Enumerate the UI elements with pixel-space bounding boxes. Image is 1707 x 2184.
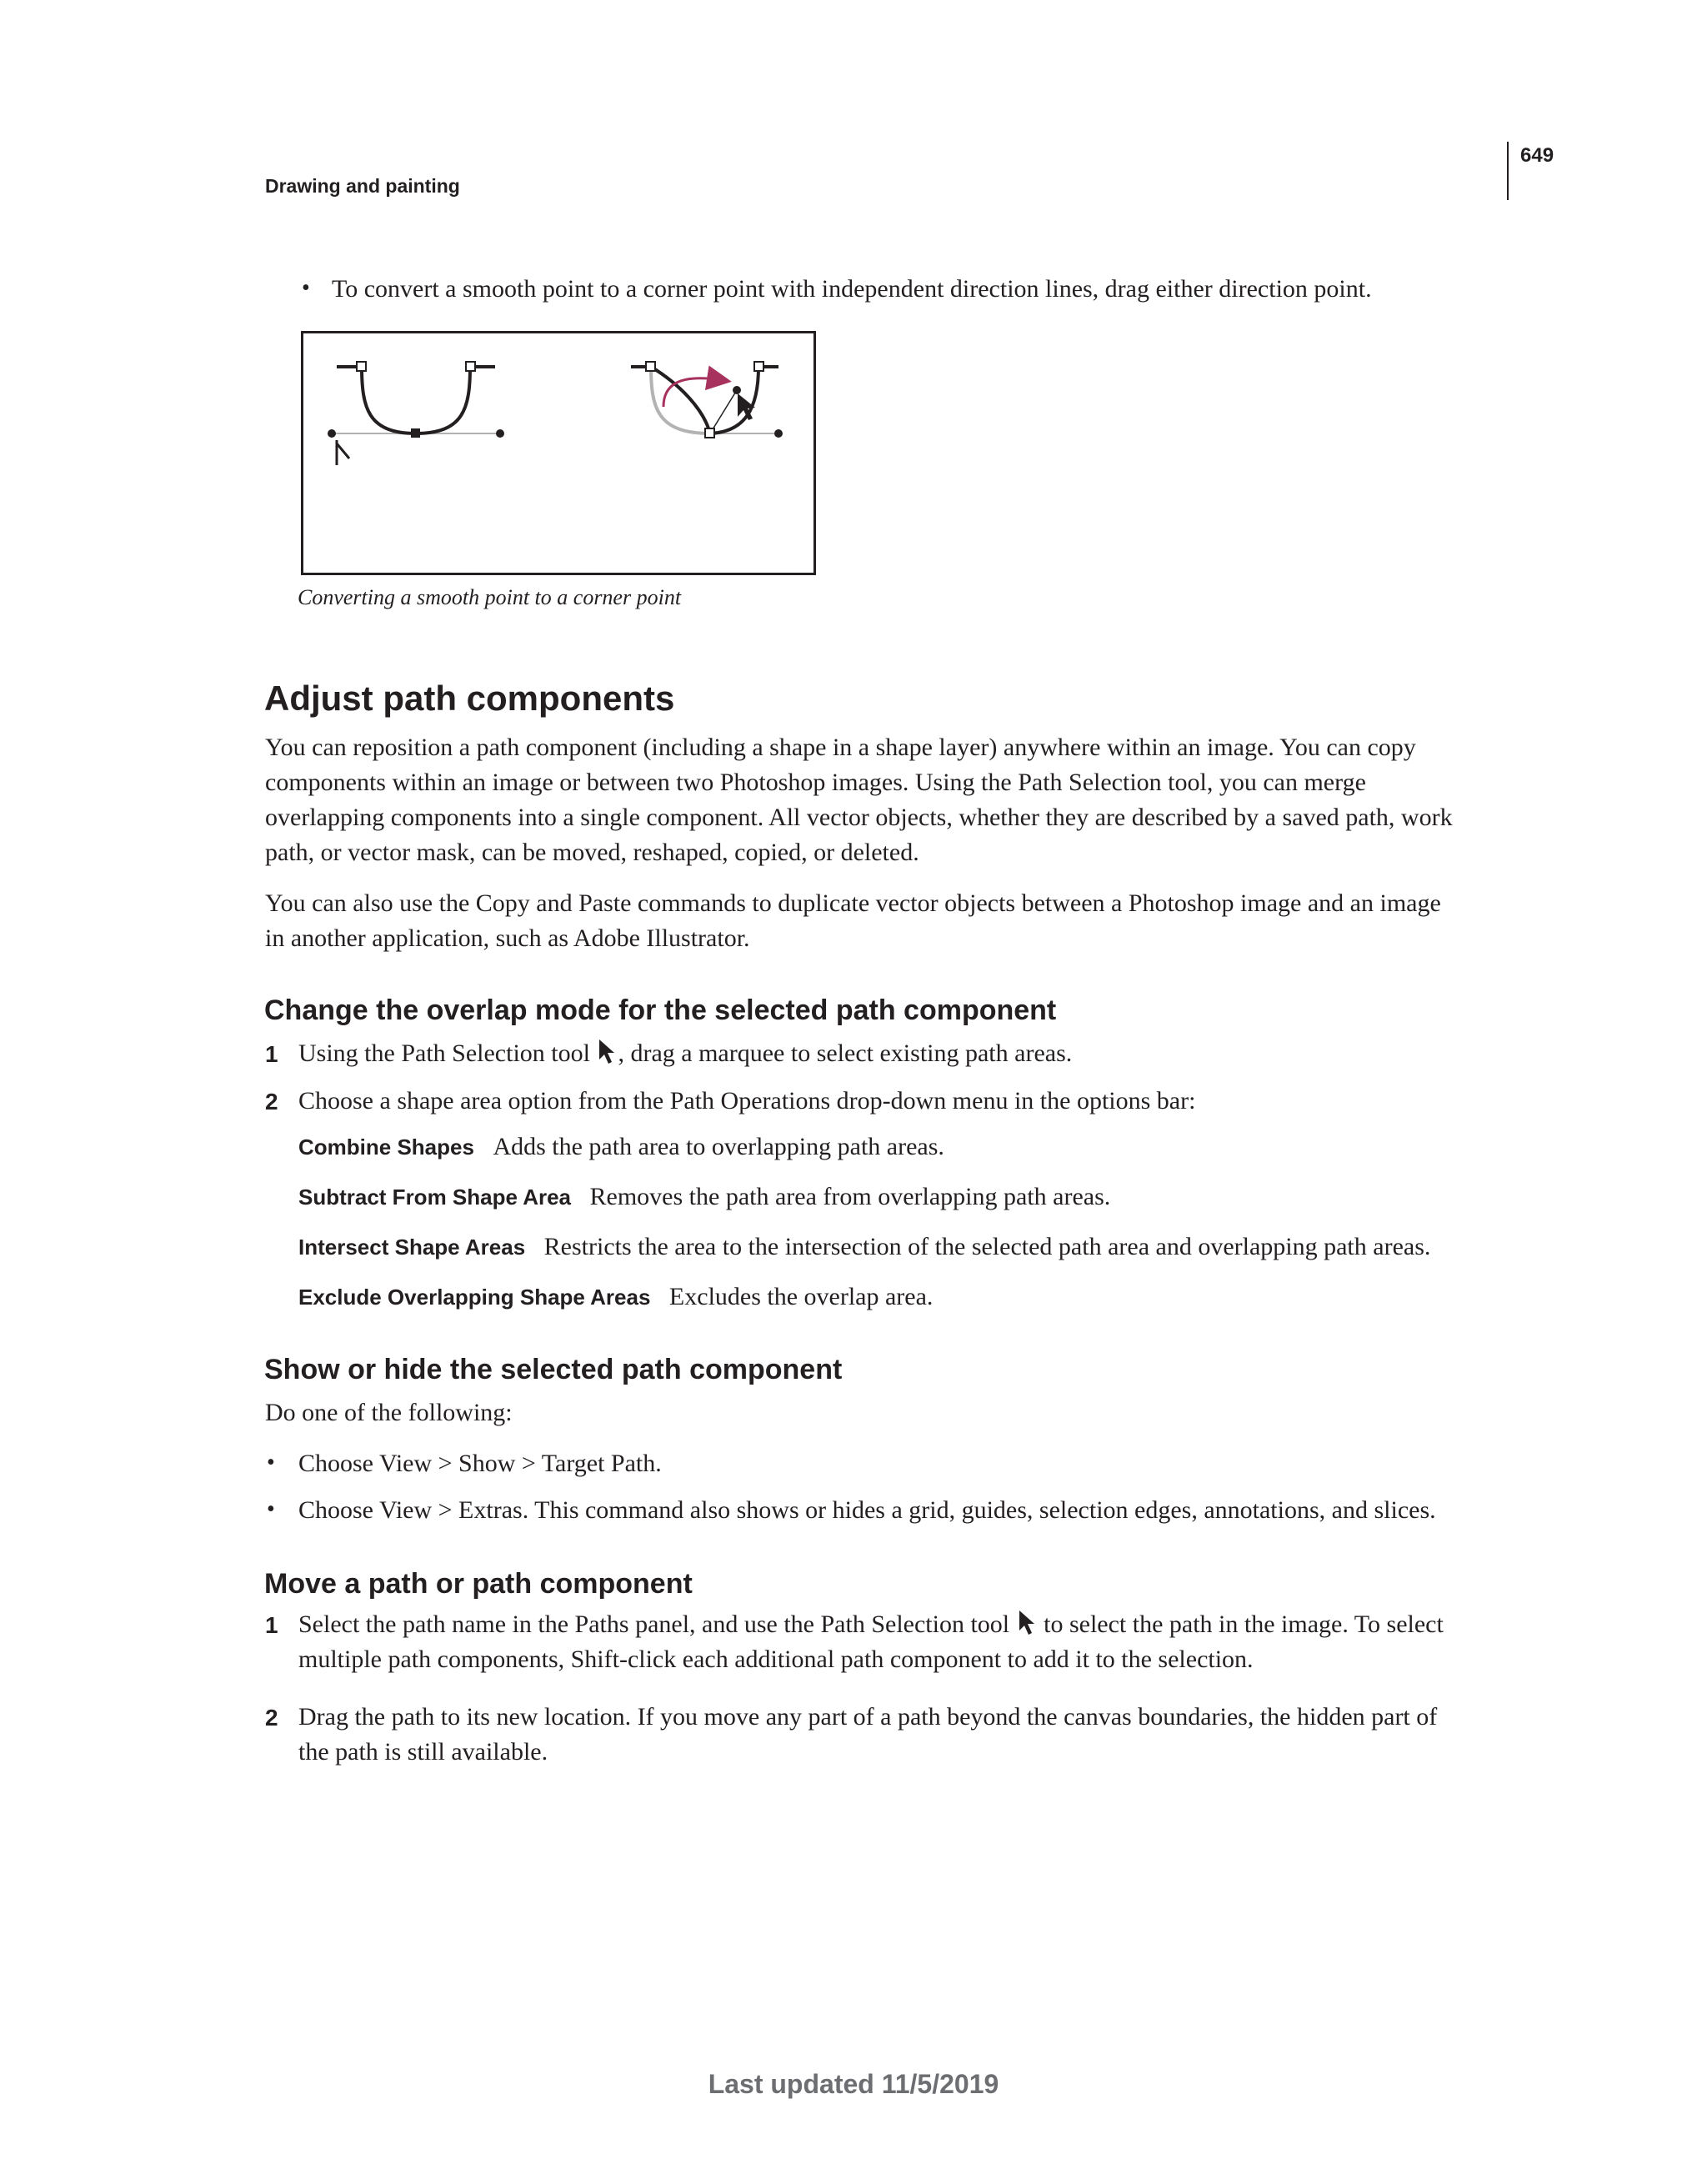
step-number: 2 <box>265 1089 278 1115</box>
option-desc: Excludes the overlap area. <box>668 1283 934 1310</box>
footer-last-updated: Last updated 11/5/2019 <box>708 2069 999 2099</box>
option-intersect-shape-areas <box>298 1230 1430 1265</box>
bullet-marker: • <box>267 1450 275 1475</box>
corner-point-diagram <box>631 362 783 438</box>
anchor-point <box>754 362 763 371</box>
adjust-para-2 <box>265 886 1441 956</box>
corner-anchor-point <box>705 428 714 438</box>
direction-point <box>496 429 504 438</box>
anchor-point <box>466 362 475 371</box>
heading-change-overlap-mode: Change the overlap mode for the selected path component <box>264 994 1057 1026</box>
option-term: Combine Shapes <box>298 1135 474 1160</box>
heading-move-path: Move a path or path component <box>264 1568 693 1600</box>
bullet-marker: • <box>267 1496 275 1522</box>
smooth-anchor-point <box>411 428 420 438</box>
new-curve-left <box>651 367 710 433</box>
figure-smooth-to-corner <box>301 331 816 575</box>
text-line: You can also use the Copy and Paste commands to duplicate vector objects between a Photoshop image and an image <box>265 889 1441 917</box>
option-exclude-overlapping-shape-areas <box>298 1280 933 1315</box>
smooth-curve <box>362 367 470 433</box>
figure-illustration <box>303 333 813 573</box>
option-desc: Removes the path area from overlapping path areas. <box>589 1183 1111 1210</box>
overlap-step-1 <box>298 1036 1072 1071</box>
step-number: 1 <box>265 1612 278 1638</box>
step-text: Select the path name in the Paths panel, and use the Path Selection tool <box>298 1610 1010 1638</box>
text-line: overlapping components into a single component. All vector objects, whether they are described by a saved path, work <box>265 804 1453 831</box>
text-line: path, or vector mask, can be moved, reshaped, copied, or deleted. <box>265 839 919 866</box>
heading-show-hide-path-component: Show or hide the selected path component <box>264 1354 843 1385</box>
adjust-para-1 <box>265 730 1453 870</box>
option-combine-shapes <box>298 1130 944 1165</box>
option-term: Intersect Shape Areas <box>298 1235 526 1260</box>
option-term: Exclude Overlapping Shape Areas <box>298 1285 651 1310</box>
intro-bullet-text: To convert a smooth point to a corner point with independent direction lines, drag either direction point. <box>332 275 1372 303</box>
text-line <box>298 1607 1444 1642</box>
move-step-2 <box>298 1700 1437 1770</box>
path-selection-tool-icon <box>1016 1609 1038 1637</box>
original-curve <box>651 367 710 433</box>
text-line: Drag the path to its new location. If you move any part of a path beyond the canvas boundaries, the hidden part of <box>298 1703 1438 1731</box>
anchor-point <box>646 362 655 371</box>
step-text: Using the Path Selection tool <box>298 1039 590 1067</box>
new-curve-right <box>710 367 758 433</box>
text-line: You can reposition a path component (including a shape in a shape layer) anywhere within an image. You can copy <box>265 734 1416 761</box>
option-term: Subtract From Shape Area <box>298 1185 572 1210</box>
option-desc: Adds the path area to overlapping path areas. <box>493 1133 944 1160</box>
show-hide-lead: Do one of the following: <box>265 1399 513 1426</box>
figure-caption: Converting a smooth point to a corner point <box>298 585 682 609</box>
heading-adjust-path-components: Adjust path components <box>264 679 675 718</box>
step-number: 1 <box>265 1041 278 1067</box>
direction-point <box>328 429 336 438</box>
page-number: 649 <box>1520 144 1554 167</box>
text-line: components within an image or between two Photoshop images. Using the Path Selection tool, you can merge <box>265 769 1366 796</box>
text-line: multiple path components, Shift-click each additional path component to add it to the selection. <box>298 1646 1254 1673</box>
bullet-marker: • <box>302 275 310 301</box>
option-desc: Restricts the area to the intersection of the selected path area and overlapping path areas. <box>543 1233 1431 1260</box>
text-line: the path is still available. <box>298 1738 548 1766</box>
direction-point <box>774 429 783 438</box>
path-selection-tool-icon <box>596 1038 618 1066</box>
text-line: in another application, such as Adobe Illustrator. <box>265 924 750 952</box>
option-subtract-from-shape-area <box>298 1180 1110 1215</box>
direction-point <box>733 386 741 394</box>
move-step-1 <box>298 1607 1444 1677</box>
section-label: Drawing and painting <box>265 175 460 197</box>
step-text: to select the path in the image. To select <box>1044 1610 1444 1638</box>
smooth-point-diagram <box>328 362 504 465</box>
overlap-step-2: Choose a shape area option from the Path Operations drop-down menu in the options bar: <box>298 1087 1196 1115</box>
anchor-point <box>357 362 366 371</box>
step-number: 2 <box>265 1705 278 1731</box>
header-divider <box>1507 142 1509 200</box>
show-hide-bullet-2: Choose View > Extras. This command also shows or hides a grid, guides, selection edges, annotations, and slices. <box>298 1496 1436 1524</box>
step-text: , drag a marquee to select existing path areas. <box>618 1039 1073 1067</box>
convert-point-cursor-icon <box>337 440 349 465</box>
show-hide-bullet-1: Choose View > Show > Target Path. <box>298 1450 662 1477</box>
